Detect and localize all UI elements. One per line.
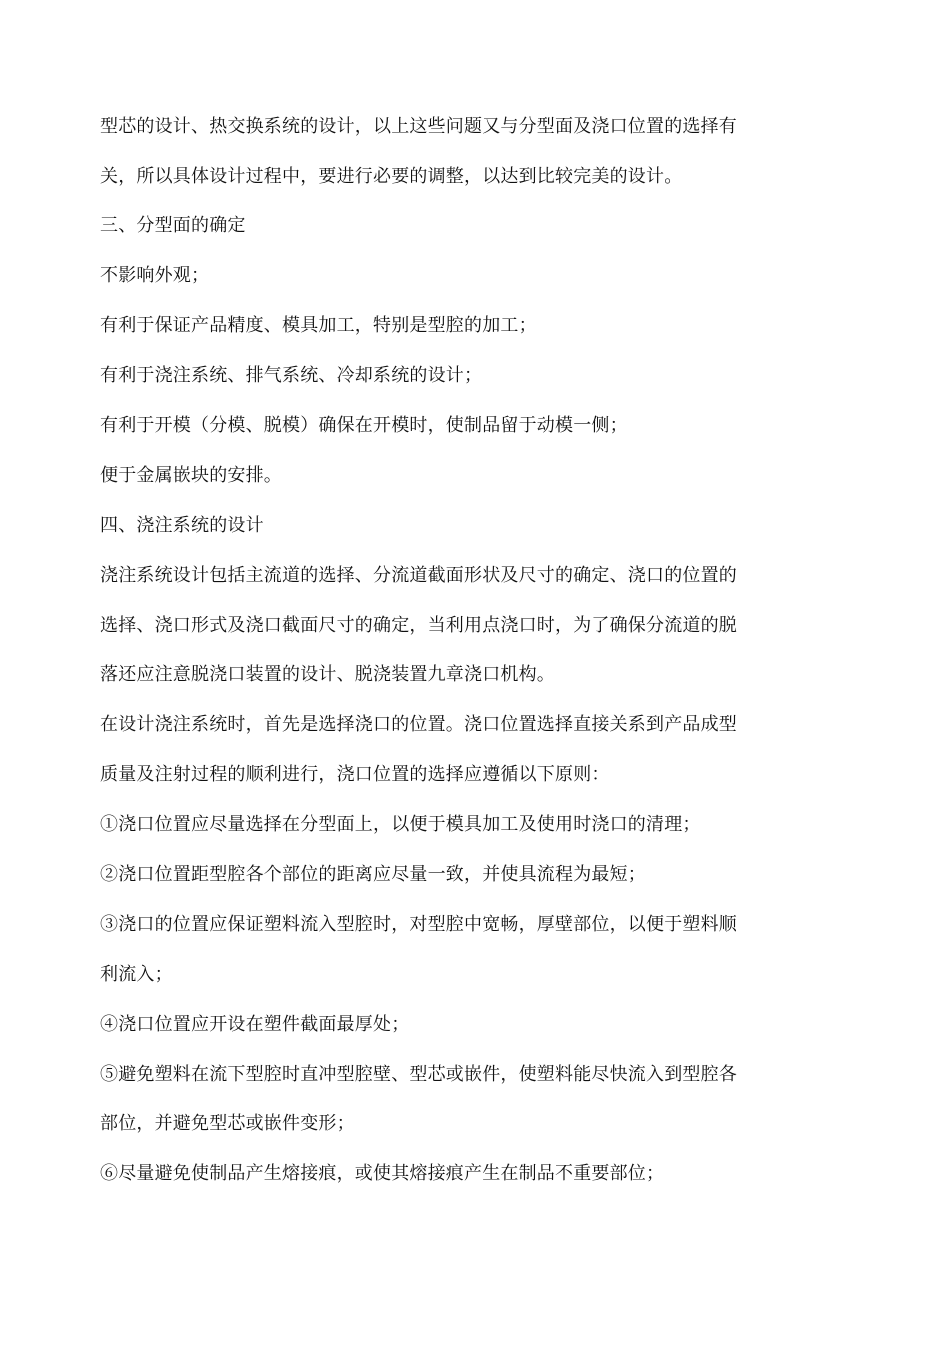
list-item: 有利于开模（分模、脱模）确保在开模时，使制品留于动模一侧； — [100, 415, 628, 436]
text-line: 浇注系统设计包括主流道的选择、分流道截面形状及尺寸的确定、浇口的位置的 — [100, 565, 737, 586]
list-item: ④浇口位置应开设在塑件截面最厚处； — [100, 1014, 410, 1035]
text-line: 部位，并避免型芯或嵌件变形； — [100, 1113, 355, 1134]
text-line: 在设计浇注系统时，首先是选择浇口的位置。浇口位置选择直接关系到产品成型 — [100, 714, 737, 735]
text-line: 质量及注射过程的顺利进行，浇口位置的选择应遵循以下原则： — [100, 764, 610, 785]
list-item: ⑤避免塑料在流下型腔时直冲型腔壁、型芯或嵌件，使塑料能尽快流入到型腔各 — [100, 1064, 737, 1085]
text-line: 关，所以具体设计过程中，要进行必要的调整，以达到比较完美的设计。 — [100, 166, 683, 187]
list-item: 有利于浇注系统、排气系统、冷却系统的设计； — [100, 365, 483, 386]
list-item: 不影响外观； — [100, 265, 210, 286]
text-line: 型芯的设计、热交换系统的设计，以上这些问题又与分型面及浇口位置的选择有 — [100, 116, 737, 137]
list-item: ②浇口位置距型腔各个部位的距离应尽量一致，并使具流程为最短； — [100, 864, 646, 885]
text-line: 选择、浇口形式及浇口截面尺寸的确定，当利用点浇口时，为了确保分流道的脱 — [100, 615, 737, 636]
list-item: ①浇口位置应尽量选择在分型面上，以便于模具加工及使用时浇口的清理； — [100, 814, 701, 835]
list-item: ⑥尽量避免使制品产生熔接痕，或使其熔接痕产生在制品不重要部位； — [100, 1163, 665, 1184]
text-line: 利流入； — [100, 964, 173, 985]
list-item: 有利于保证产品精度、模具加工，特别是型腔的加工； — [100, 315, 537, 336]
section-heading: 四、浇注系统的设计 — [100, 515, 264, 536]
section-heading: 三、分型面的确定 — [100, 215, 246, 236]
list-item: 便于金属嵌块的安排。 — [100, 465, 282, 486]
text-line: 落还应注意脱浇口装置的设计、脱浇装置九章浇口机构。 — [100, 664, 555, 685]
list-item: ③浇口的位置应保证塑料流入型腔时，对型腔中宽畅，厚壁部位，以便于塑料顺 — [100, 914, 737, 935]
